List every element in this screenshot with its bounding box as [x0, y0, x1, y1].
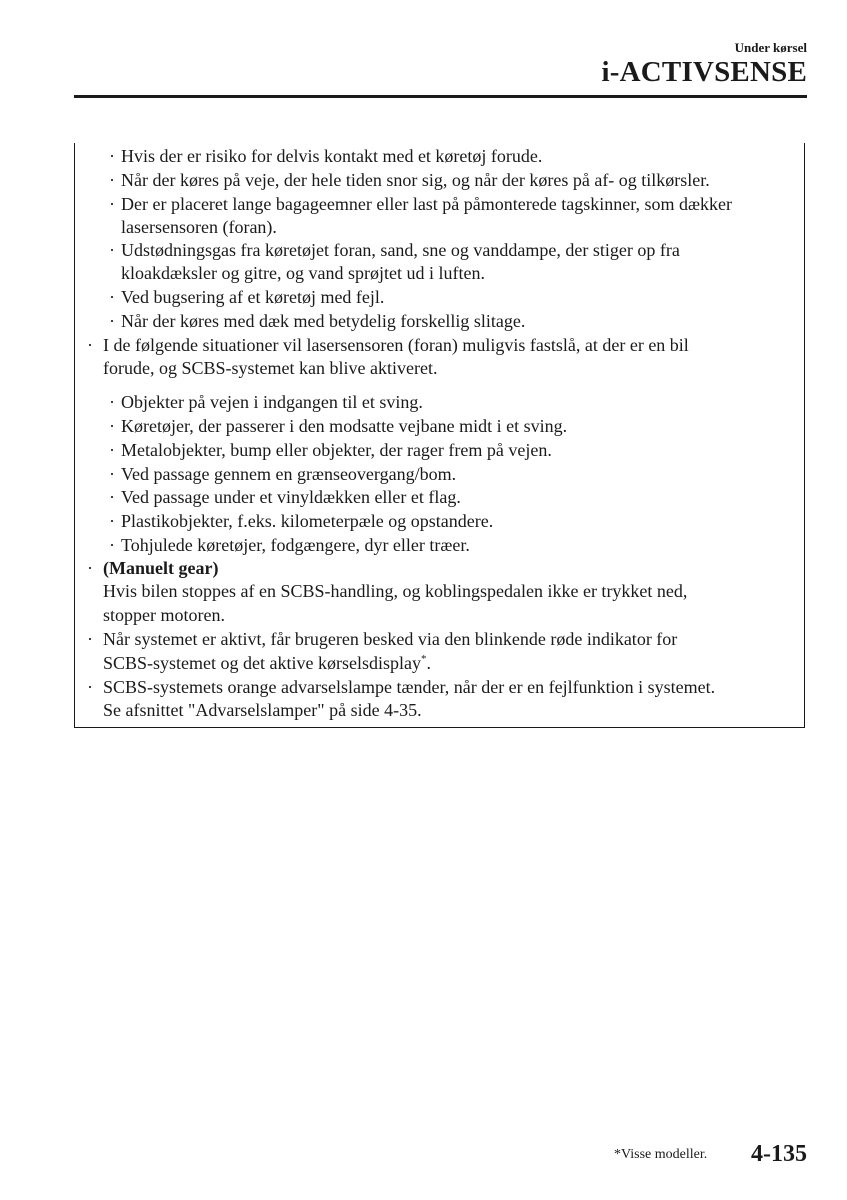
- bullet: ·: [109, 170, 115, 190]
- list-item: Når systemet er aktivt, får brugeren besked via den blinkende røde indikator for: [103, 629, 678, 649]
- list-item-continuation: Se afsnittet "Advarselslamper" på side 4-35.: [103, 700, 422, 720]
- bullet: ·: [109, 392, 115, 412]
- bullet: ·: [109, 464, 115, 484]
- header-rule: [74, 95, 807, 98]
- bullet: ·: [109, 287, 115, 307]
- list-item-continuation: lasersensoren (foran).: [121, 217, 277, 237]
- list-item: SCBS-systemets orange advarselslampe tænder, når der er en fejlfunktion i systemet.: [103, 677, 716, 697]
- bullet: ·: [87, 558, 93, 578]
- bullet: ·: [109, 240, 115, 260]
- bullet: ·: [109, 194, 115, 214]
- list-item: Ved passage gennem en grænseovergang/bom.: [121, 464, 457, 484]
- line-end: .: [426, 653, 431, 673]
- list-item: Når der køres på veje, der hele tiden snor sig, og når der køres på af- og tilkørsler.: [121, 170, 710, 190]
- footnote: *Visse modeller.: [614, 1147, 708, 1162]
- list-item: Objekter på vejen i indgangen til et sving.: [121, 392, 423, 412]
- line-text: SCBS-systemet og det aktive kørselsdisplay: [103, 653, 421, 673]
- list-item: Tohjulede køretøjer, fodgængere, dyr eller træer.: [121, 535, 470, 555]
- list-item: Der er placeret lange bagageemner eller last på påmonterede tagskinner, som dækker: [121, 194, 733, 214]
- list-item: Ved passage under et vinyldækken eller et flag.: [121, 487, 461, 507]
- list-item-continuation: kloakdæksler og gitre, og vand sprøjtet ud i luften.: [121, 263, 485, 283]
- footnote-marker: *: [420, 653, 427, 665]
- list-item-continuation: stopper motoren.: [103, 605, 225, 625]
- bullet: ·: [109, 146, 115, 166]
- bullet: ·: [87, 335, 93, 355]
- list-item: Metalobjekter, bump eller objekter, der rager frem på vejen.: [121, 440, 552, 460]
- list-item: Plastikobjekter, f.eks. kilometerpæle og opstandere.: [121, 511, 494, 531]
- page-number: 4-135: [751, 1141, 807, 1167]
- bullet: ·: [87, 677, 93, 697]
- bullet: ·: [109, 535, 115, 555]
- bullet: ·: [109, 511, 115, 531]
- note-box: [74, 143, 805, 728]
- list-item: Udstødningsgas fra køretøjet foran, sand, sne og vanddampe, der stiger op fra: [121, 240, 680, 260]
- list-item-continuation: forude, og SCBS-systemet kan blive aktiveret.: [103, 358, 438, 378]
- bullet: ·: [109, 311, 115, 331]
- list-item: Køretøjer, der passerer i den modsatte vejbane midt i et sving.: [121, 416, 568, 436]
- list-item-heading: (Manuelt gear): [103, 558, 219, 578]
- section-header: Under kørsel: [734, 40, 807, 55]
- list-item: Hvis der er risiko for delvis kontakt med et køretøj forude.: [121, 146, 543, 166]
- list-item: Ved bugsering af et køretøj med fejl.: [121, 287, 385, 307]
- chapter-title: i-ACTIVSENSE: [601, 56, 807, 88]
- bullet: ·: [87, 629, 93, 649]
- bullet: ·: [109, 487, 115, 507]
- bullet: ·: [109, 440, 115, 460]
- list-item: Når der køres med dæk med betydelig forskellig slitage.: [121, 311, 526, 331]
- list-item-continuation: [103, 651, 431, 675]
- list-item: Hvis bilen stoppes af en SCBS-handling, og koblingspedalen ikke er trykket ned,: [103, 581, 688, 601]
- list-item: I de følgende situationer vil lasersensoren (foran) muligvis fastslå, at der er en bil: [103, 335, 689, 355]
- bullet: ·: [109, 416, 115, 436]
